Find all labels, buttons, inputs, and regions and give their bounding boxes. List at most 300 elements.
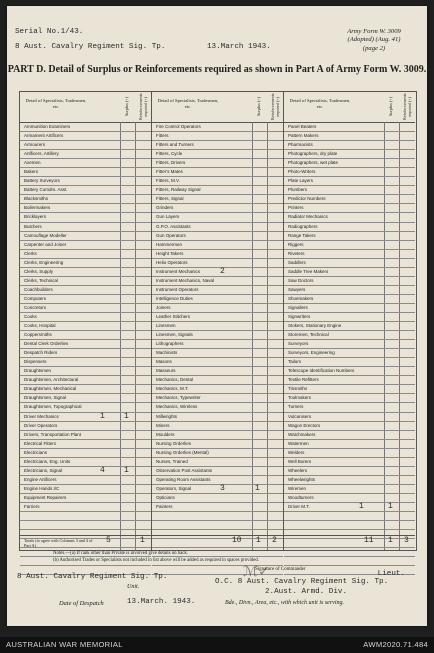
table-column	[20, 92, 152, 550]
table-row	[20, 431, 151, 440]
trade-label: Dental Clerk Orderlies	[24, 341, 69, 347]
trade-label: Gun Operators	[156, 232, 186, 238]
reinforcement-value: 1	[124, 465, 129, 475]
trade-label: Draughtsmen, Topographical	[24, 404, 82, 410]
trade-label: Radiator Mechanics	[288, 214, 328, 220]
table-row	[284, 521, 415, 530]
trade-label: Turners	[288, 404, 304, 410]
trade-label: Fitter's Mates	[156, 169, 183, 175]
table-row	[284, 213, 415, 222]
trade-label: Radiographers	[288, 223, 318, 229]
trade-label: Mechanics, Dental	[156, 377, 194, 383]
trade-label: Dispensers	[24, 359, 47, 365]
form-ref-line: (page 2)	[362, 44, 386, 52]
trade-label: Grinders	[156, 205, 174, 211]
trade-label: Fitters, Cycle	[156, 151, 183, 157]
table-row	[20, 132, 151, 141]
total-surplus: 10	[232, 536, 242, 545]
archive-name: AUSTRALIAN WAR MEMORIAL	[6, 640, 123, 649]
table-row	[20, 304, 151, 313]
trade-label: Watchmakers	[288, 431, 316, 437]
header-name: Detail of Specialists, Tradesmen, etc.	[289, 98, 351, 109]
row-list	[152, 123, 283, 575]
trade-label: Riggers	[288, 241, 304, 247]
trade-label: Riveters	[288, 250, 305, 256]
trade-label: Driver Mechanics	[24, 413, 59, 419]
table-row	[20, 241, 151, 250]
trade-label: Joiners	[156, 304, 171, 310]
table-row	[152, 241, 283, 250]
table-row	[152, 449, 283, 458]
trade-label: Lithographers	[156, 341, 184, 347]
form-page	[7, 6, 427, 626]
reinforcement-value: 1	[388, 501, 393, 511]
table-row	[284, 385, 415, 394]
trade-label: Draughtsmen, Architectural	[24, 377, 79, 383]
surplus-value: 4	[100, 465, 105, 475]
trade-label: Stokers, Stationary Engine	[288, 323, 342, 329]
surplus-value: 2	[220, 266, 225, 276]
table-row	[152, 168, 283, 177]
table-row	[284, 277, 415, 286]
table-row	[20, 268, 151, 277]
reinforcement-value: 1	[255, 483, 260, 493]
trade-label: Draughtsmen, Mechanical	[24, 386, 77, 392]
trade-label: Carpenter and Joiner	[24, 241, 67, 247]
table-row	[284, 512, 415, 521]
trade-label: Electrical Fitters	[24, 440, 57, 446]
trade-label: Armament Artificers	[24, 133, 64, 139]
unit-header: 8 Aust. Cavalry Regiment Sig. Tp.	[15, 43, 166, 51]
table-row	[20, 141, 151, 150]
table-row	[20, 413, 151, 422]
table-row	[152, 268, 283, 277]
archive-reference: AWM2020.71.484	[363, 640, 428, 649]
trade-label: Moulders	[156, 431, 175, 437]
table-row	[20, 295, 151, 304]
trade-label: Wheelwrights	[288, 476, 316, 482]
trade-label: Helio Operators	[156, 259, 188, 265]
trade-label: Signwriters	[288, 313, 311, 319]
trade-label: Textile Refitters	[288, 377, 319, 383]
note-b: (b) Authorised Trades or Specialists not included in list above will be added as required in spaces provided.	[53, 557, 259, 563]
note-a: Notes.—(a) If rank other than Private is involved give details on back.	[53, 551, 188, 556]
table-row	[284, 123, 415, 132]
table-row	[20, 223, 151, 232]
table-row	[152, 376, 283, 385]
table-row	[20, 440, 151, 449]
trade-label: Storemen, Technical	[288, 332, 329, 338]
trade-label: Signallers	[288, 304, 308, 310]
table-row	[152, 304, 283, 313]
trade-label: Surveyors	[288, 341, 309, 347]
table-row	[152, 150, 283, 159]
trade-label: Fitters and Turners	[156, 142, 194, 148]
table-row	[152, 213, 283, 222]
table-row	[20, 286, 151, 295]
trade-label: Painters	[156, 503, 173, 509]
table-row	[284, 141, 415, 150]
table-row	[152, 250, 283, 259]
trade-label: Saw Doctors	[288, 277, 314, 283]
total-reinforcements: 2	[272, 536, 277, 545]
table-row	[152, 331, 283, 340]
table-row	[284, 431, 415, 440]
footer-unit-name: 8 Aust. Cavalry Regiment Sig. Tp.	[17, 573, 168, 581]
serial-number: Serial No.1/43.	[15, 28, 84, 36]
totals-row	[284, 535, 415, 550]
trade-label: Draughtsmen, Signal	[24, 395, 67, 401]
table-row	[284, 367, 415, 376]
table-row	[152, 413, 283, 422]
header-reinforcements: Reinforcements required (+)	[138, 93, 148, 120]
trade-label: Fitters, Railway Signal	[156, 187, 201, 193]
trade-label: Despatch Riders	[24, 350, 58, 356]
table-row	[284, 286, 415, 295]
trade-label: Armourers	[24, 142, 46, 148]
despatch-date: 13.March. 1943.	[127, 598, 196, 606]
trade-label: Electricians	[24, 449, 48, 455]
table-row	[20, 403, 151, 412]
trade-label: Miners	[156, 422, 170, 428]
form-ref-line: (Adopted) (Aug. 41)	[347, 36, 401, 44]
table-row	[284, 177, 415, 186]
totals-row	[20, 535, 151, 550]
reinforcement-value: 1	[124, 411, 129, 421]
trade-label: Engine Artificers	[24, 476, 57, 482]
table-row	[20, 250, 151, 259]
table-row	[152, 277, 283, 286]
trade-label: Butchers	[24, 223, 42, 229]
table-row	[20, 376, 151, 385]
table-row	[152, 367, 283, 376]
trade-label: Saddlers	[288, 259, 306, 265]
trade-label: Clerks, Engineering	[24, 259, 64, 265]
trade-label: Instrument Mechanics, Naval	[156, 277, 215, 283]
trade-label: Tailors	[288, 359, 302, 365]
table-row	[152, 476, 283, 485]
trade-label: Surveyors, Engineering	[288, 350, 335, 356]
table-row	[20, 204, 151, 213]
trade-label: Woodturners	[288, 494, 314, 500]
total-surplus-secondary: 1	[388, 536, 393, 545]
table-row	[20, 349, 151, 358]
total-surplus: 11	[364, 536, 374, 545]
total-surplus-secondary: 1	[256, 536, 261, 545]
table-row	[284, 503, 415, 512]
trade-label: Instrument Operators	[156, 286, 199, 292]
table-row	[284, 168, 415, 177]
table-row	[284, 268, 415, 277]
trade-label: Driver M.T.	[288, 503, 310, 509]
table-row	[152, 358, 283, 367]
table-row	[284, 449, 415, 458]
table-row	[284, 485, 415, 494]
trade-label: Battery Comdrs. Asst.	[24, 187, 68, 193]
table-row	[284, 304, 415, 313]
table-row	[20, 322, 151, 331]
trade-label: Drivers, Transportation Plant	[24, 431, 82, 437]
header-name: Detail of Specialists, Tradesmen, etc.	[25, 98, 87, 109]
trade-label: Farriers	[24, 503, 40, 509]
trade-label: Machinists	[156, 350, 178, 356]
table-row	[20, 512, 151, 521]
table-row	[20, 195, 151, 204]
trade-label: Height Takers	[156, 250, 184, 256]
trade-label: Nurses, Trained	[156, 458, 188, 464]
trade-label: Masseurs	[156, 368, 176, 374]
part-title: PART D. Detail of Surplus or Reinforcements required as shown in Part A of Army Form W. 3009.	[7, 64, 427, 75]
table-row	[284, 403, 415, 412]
header-surplus: Surplus (+)	[256, 97, 261, 117]
trade-label: Instrument Mechanics	[156, 268, 201, 274]
trade-label: Boilermakers	[24, 205, 51, 211]
table-row	[20, 123, 151, 132]
table-row	[152, 512, 283, 521]
table-row	[284, 241, 415, 250]
table-row	[20, 232, 151, 241]
table-row	[152, 286, 283, 295]
trade-label: Draughtsmen	[24, 368, 52, 374]
table-row	[284, 413, 415, 422]
table-row	[152, 467, 283, 476]
totals-label: Totals (to agree with Columns 3 and 4 of Part A)	[24, 538, 93, 548]
trade-label: Leather Stitchers	[156, 313, 191, 319]
trade-label: Wheelers	[288, 467, 308, 473]
table-row	[20, 259, 151, 268]
table-row	[20, 177, 151, 186]
total-surplus: 5	[106, 536, 111, 545]
trade-label: Operators, Signal	[156, 485, 192, 491]
trade-label: Concretors	[24, 304, 47, 310]
table-row	[152, 322, 283, 331]
trade-label: Mechanics, Typewriter	[156, 395, 201, 401]
despatch-label: Date of Despatch	[59, 600, 104, 607]
form-date: 13.March 1943.	[207, 43, 271, 51]
table-row	[20, 458, 151, 467]
trade-label: Ammunition Examiners	[24, 124, 71, 129]
table-row	[284, 394, 415, 403]
commander-signature: ℳ✓	[243, 564, 270, 580]
trade-label: Axemen	[24, 160, 41, 166]
table-row	[284, 557, 415, 566]
trade-label: Bakers	[24, 169, 39, 175]
table-row	[284, 376, 415, 385]
specialists-table	[19, 91, 417, 551]
table-row	[284, 159, 415, 168]
table-row	[20, 340, 151, 349]
trade-label: Photographers, wet plate	[288, 160, 339, 166]
table-row	[20, 394, 151, 403]
table-row	[284, 422, 415, 431]
table-row	[284, 313, 415, 322]
header-surplus: Surplus (+)	[388, 97, 393, 117]
table-row	[20, 168, 151, 177]
table-row	[20, 485, 151, 494]
table-row	[152, 132, 283, 141]
table-row	[20, 313, 151, 322]
table-row	[152, 313, 283, 322]
table-row	[284, 476, 415, 485]
header-surplus: Surplus (+)	[124, 97, 129, 117]
trade-label: Nursing Orderlies	[156, 440, 192, 446]
table-row	[284, 132, 415, 141]
trade-label: Photographers, dry plate	[288, 151, 338, 157]
table-row	[152, 431, 283, 440]
trade-label: Photo-Writers	[288, 169, 316, 175]
trade-label: Clerks, Supply	[24, 268, 54, 274]
signature-label: Signature of Commander	[255, 567, 306, 572]
table-row	[284, 458, 415, 467]
table-row	[20, 449, 151, 458]
table-row	[284, 322, 415, 331]
table-row	[284, 349, 415, 358]
trade-label: Plate Layers	[288, 178, 314, 184]
table-row	[20, 358, 151, 367]
trade-label: Mechanics, Wireless	[156, 404, 198, 410]
trade-label: Mechanics, M.T.	[156, 386, 189, 392]
table-row	[20, 494, 151, 503]
trade-label: Linesmen	[156, 323, 176, 329]
trade-label: Electricians, Signal	[24, 467, 63, 473]
trade-label: Blacksmiths	[24, 196, 49, 202]
trade-label: Engine Hands I/C	[24, 485, 60, 491]
trade-label: Toolmakers	[288, 395, 312, 401]
table-row	[20, 503, 151, 512]
trade-label: Printers	[288, 205, 304, 211]
trade-label: Nursing Orderlies (Mental)	[156, 449, 209, 455]
table-row	[284, 223, 415, 232]
trade-label: Watermen	[288, 440, 309, 446]
trade-label: Pharmacists	[288, 142, 313, 148]
trade-label: Millwrights	[156, 413, 178, 419]
table-column	[152, 92, 284, 550]
totals-row	[152, 535, 283, 550]
trade-label: Artificers, Artillery	[24, 151, 59, 157]
archive-caption	[0, 637, 434, 653]
table-row	[152, 394, 283, 403]
trade-label: Cooks	[24, 313, 37, 319]
table-row	[284, 295, 415, 304]
table-row	[284, 331, 415, 340]
table-row	[152, 259, 283, 268]
table-row	[20, 422, 151, 431]
table-row	[20, 385, 151, 394]
row-list	[20, 123, 151, 575]
table-row	[152, 494, 283, 503]
table-row	[284, 440, 415, 449]
trade-label: Gun Layers	[156, 214, 180, 220]
table-row	[152, 204, 283, 213]
trade-label: Fitters, Signal	[156, 196, 184, 202]
total-reinforcements: 1	[140, 536, 145, 545]
trade-label: Sawyers	[288, 286, 306, 292]
trade-label: Coppersmiths	[24, 332, 52, 338]
form-ref-line: Army Form W. 3009	[347, 28, 401, 35]
trade-label: Saddle Tree Makers	[288, 268, 329, 274]
table-row	[20, 186, 151, 195]
table-row	[284, 232, 415, 241]
table-row	[152, 521, 283, 530]
trade-label: Hammermen	[156, 241, 183, 247]
trade-label: Equipment Repairers	[24, 494, 67, 500]
table-row	[152, 485, 283, 494]
table-row	[152, 123, 283, 132]
trade-label: Observation Post Assistants	[156, 467, 213, 473]
column-header	[152, 92, 283, 123]
table-row	[152, 440, 283, 449]
table-row	[284, 358, 415, 367]
trade-label: Electricians, Eng. Units	[24, 458, 71, 464]
trade-label: Welders	[288, 449, 305, 455]
table-row	[152, 177, 283, 186]
trade-label: Driver Operators	[24, 422, 58, 428]
notes	[53, 551, 259, 564]
total-reinforcements: 3	[404, 536, 409, 545]
trade-label: Shoemakers	[288, 295, 314, 301]
table-row	[152, 422, 283, 431]
formation-label: Bde., Divn., Area, etc., with which unit is serving.	[225, 600, 344, 606]
row-list	[284, 123, 415, 575]
surplus-value: 1	[359, 501, 364, 511]
trade-label: Bricklayers	[24, 214, 47, 220]
table-row	[284, 150, 415, 159]
table-row	[284, 259, 415, 268]
table-row	[152, 458, 283, 467]
table-row	[284, 467, 415, 476]
table-row	[284, 195, 415, 204]
formation: 2.Aust. Armd. Div.	[265, 588, 348, 596]
table-row	[152, 340, 283, 349]
table-row	[152, 232, 283, 241]
trade-label: Computers	[24, 295, 47, 301]
trade-label: Wagon Erectors	[288, 422, 321, 428]
table-row	[20, 521, 151, 530]
table-row	[20, 159, 151, 168]
trade-label: Panel Beaters	[288, 124, 317, 129]
unit-label: Unit.	[127, 584, 140, 590]
trade-label: Fitters	[156, 133, 169, 139]
table-row	[20, 213, 151, 222]
trade-label: Range Takers	[288, 232, 316, 238]
table-row	[284, 340, 415, 349]
table-row	[20, 476, 151, 485]
trade-label: Masons	[156, 359, 172, 365]
table-row	[20, 367, 151, 376]
table-row	[152, 159, 283, 168]
table-row	[152, 223, 283, 232]
table-row	[152, 385, 283, 394]
table-row	[20, 331, 151, 340]
header-reinforcements: Reinforcements required (+)	[270, 93, 280, 120]
trade-label: Camouflage Modeller	[24, 232, 67, 238]
trade-label: Fitters, M.V.	[156, 178, 180, 184]
column-header	[20, 92, 151, 123]
trade-label: Coachbuilders	[24, 286, 53, 292]
trade-label: Fire Control Operators	[156, 124, 201, 129]
table-row	[152, 186, 283, 195]
trade-label: Clerks, Technical	[24, 277, 58, 283]
table-row	[284, 186, 415, 195]
table-row	[152, 503, 283, 512]
column-header	[284, 92, 415, 123]
table-row	[152, 141, 283, 150]
surplus-value: 1	[100, 411, 105, 421]
trade-label: Intelligence Duties	[156, 295, 193, 301]
trade-label: Tinsmiths	[288, 386, 308, 392]
trade-label: Fitters, Drivers	[156, 160, 186, 166]
rank: Lieut.	[377, 570, 405, 578]
